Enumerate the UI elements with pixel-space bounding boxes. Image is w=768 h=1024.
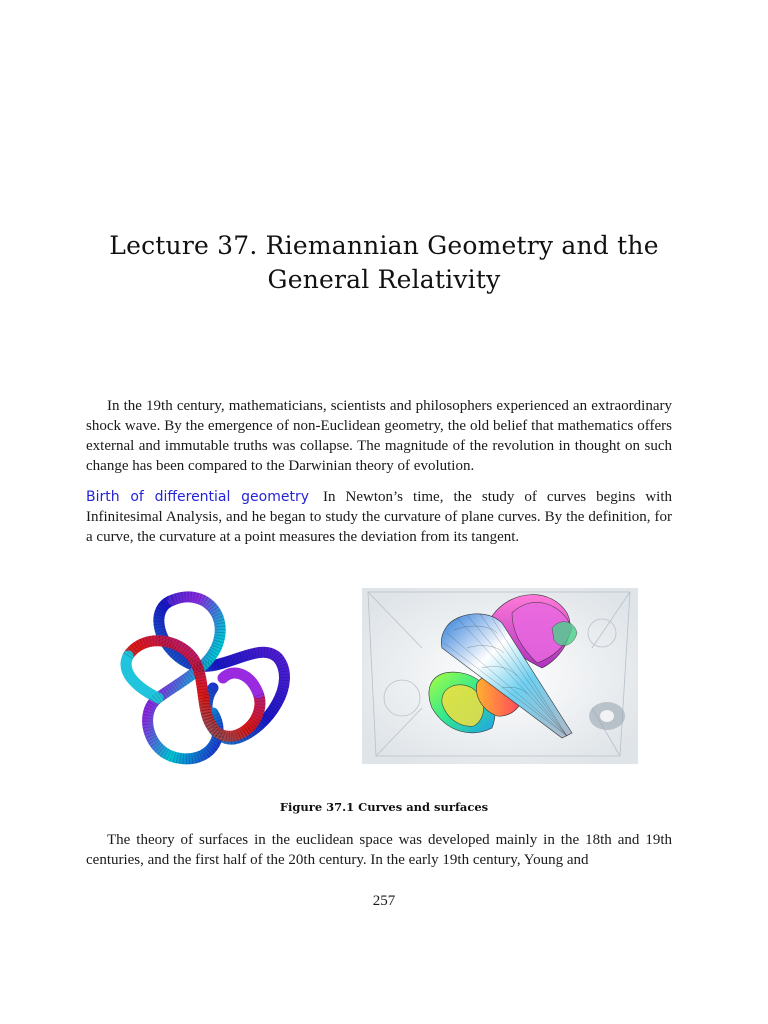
surface-of-revolution-illustration (362, 588, 638, 764)
section-paragraph (86, 487, 672, 547)
intro-paragraph (86, 396, 672, 476)
knot-tube-illustration (118, 588, 298, 770)
intro-text: In the 19th century, mathematicians, scientists and philosophers experienced an extraordinary shock wave. By the emergence of non-Euclidean geometry, the old belief that mathematics offers external and immutable truths was collapse. The magnitude of the revolution in thought on such change has been compared to the Darwinian theory of evolution. (86, 398, 672, 474)
section-body (86, 487, 672, 547)
section-heading: Birth of differential geometry (86, 489, 309, 505)
continuation-text: The theory of surfaces in the euclidean space was developed mainly in the 18th and 19th centuries, and the first half of the 20th century. In the early 19th century, Young and (86, 832, 672, 868)
figure-caption: Figure 37.1 Curves and surfaces (279, 800, 489, 814)
continuation-paragraph (86, 830, 672, 870)
page-number: 257 (372, 893, 396, 909)
section-text: In Newton’s time, the study of curves begins with Infinitesimal Analysis, and he began to study the curvature of plane curves. By the definition, for a curve, the curvature at a point measures the deviation from its tangent. (86, 489, 672, 545)
chapter-title-line-2: General Relativity (267, 264, 501, 294)
chapter-title (60, 229, 708, 297)
chapter-title-line-1: Lecture 37. Riemannian Geometry and the (109, 230, 659, 260)
